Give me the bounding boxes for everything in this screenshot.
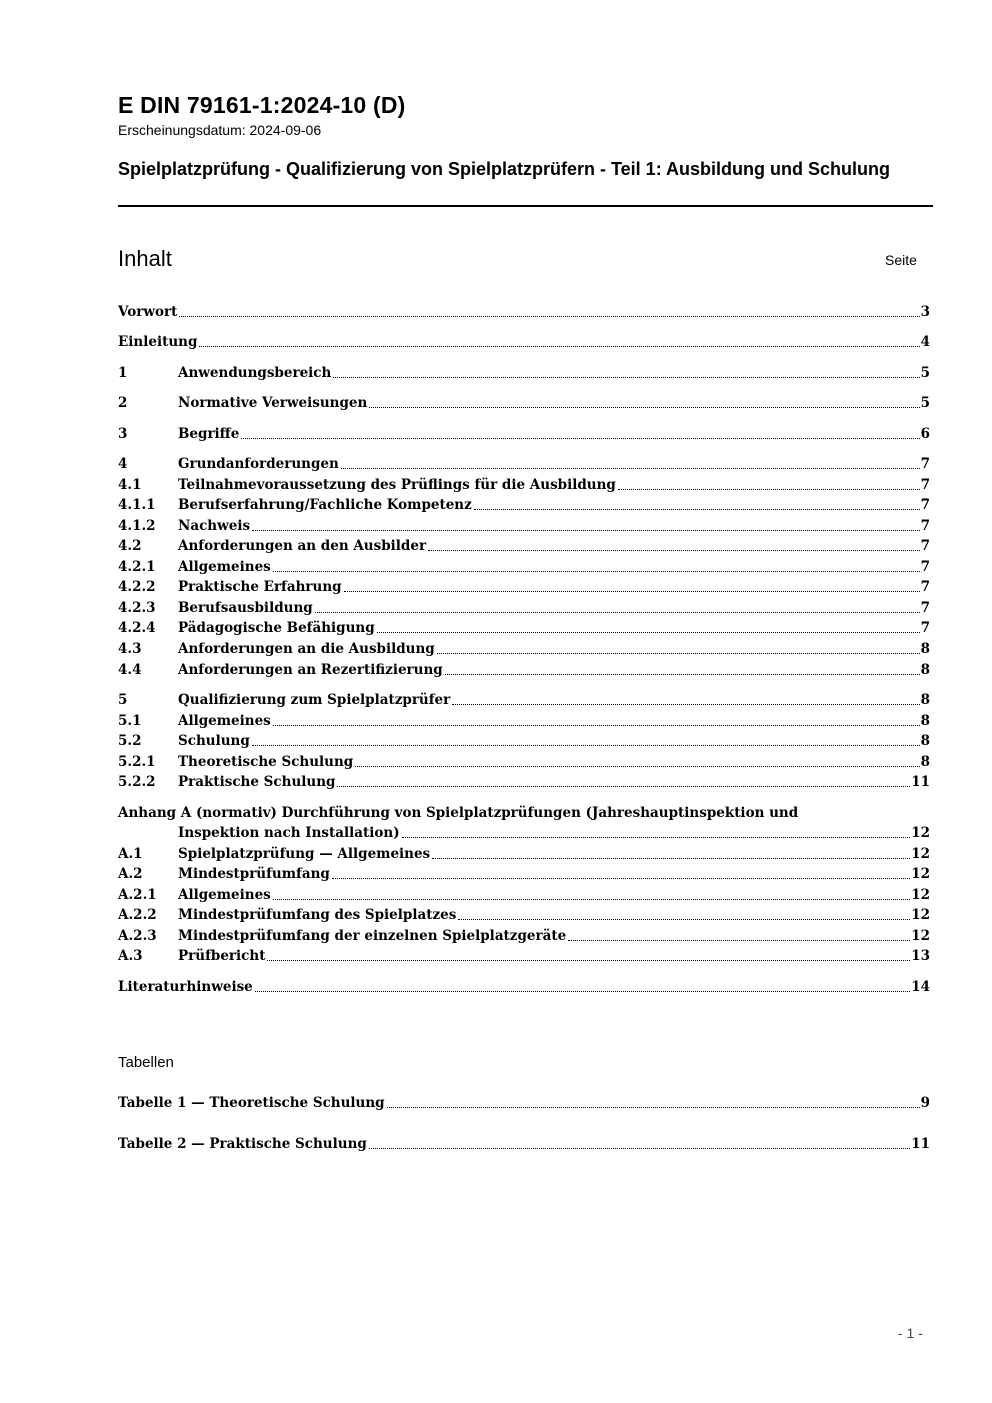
toc-leader	[369, 406, 919, 408]
toc-leader	[332, 877, 910, 879]
toc-entry-number: 3	[118, 426, 128, 442]
toc-entry-number: 1	[118, 365, 128, 381]
table-entry-label: Tabelle 1 — Theoretische Schulung	[118, 1095, 385, 1111]
toc-entry-page: 7	[920, 579, 930, 595]
toc-leader	[241, 437, 919, 439]
toc-leader	[267, 959, 910, 961]
toc-entry[interactable]	[118, 516, 930, 536]
toc-entry[interactable]	[118, 363, 930, 383]
toc-annex-line2-row	[118, 823, 930, 843]
toc-entry-number: A.2.2	[118, 907, 157, 923]
toc-entry-number: A.2.1	[118, 887, 157, 903]
toc-entry[interactable]	[118, 946, 930, 966]
toc-entry-page: 6	[920, 426, 930, 442]
toc-entry[interactable]	[118, 454, 930, 474]
toc-leader	[568, 939, 910, 941]
toc-entry-number: 4.2.2	[118, 579, 156, 595]
table-entry-page: 11	[911, 1136, 930, 1152]
document-id: E DIN 79161-1:2024-10 (D)	[118, 92, 406, 118]
toc-entry-page: 12	[911, 907, 930, 923]
toc-entry-page: 5	[920, 365, 930, 381]
toc-entry[interactable]	[118, 864, 930, 884]
toc-entry-label: Schulung	[178, 733, 250, 749]
toc-entry-page: 12	[911, 825, 930, 841]
toc-entry-page: 7	[920, 559, 930, 575]
toc-entry-label: Nachweis	[178, 518, 251, 534]
toc-leader	[445, 673, 920, 675]
toc-leader	[452, 703, 919, 705]
toc-entry-label: Pädagogische Befähigung	[178, 620, 375, 636]
toc-entry[interactable]	[118, 598, 930, 618]
toc-entry-page: 7	[920, 538, 930, 554]
toc-entry-page: 3	[920, 304, 930, 320]
toc-entry-page: 7	[920, 456, 930, 472]
toc-entry-number: A.2	[118, 866, 143, 882]
toc-entry-page: 5	[920, 395, 930, 411]
publication-date: Erscheinungsdatum: 2024-09-06	[118, 122, 322, 138]
toc-entry-page: 8	[920, 662, 930, 678]
toc-entry[interactable]	[118, 660, 930, 680]
toc-entry-label: Grundanforderungen	[178, 456, 339, 472]
toc-entry-page: 8	[920, 713, 930, 729]
toc-entry-page: 12	[911, 846, 930, 862]
toc-entry-label: Begriffe	[178, 426, 240, 442]
toc-entry-label: Qualifizierung zum Spielplatzprüfer	[178, 692, 451, 708]
toc-entry[interactable]	[118, 731, 930, 751]
toc-leader	[179, 315, 919, 317]
toc-entry-label: Prüfbericht	[178, 948, 266, 964]
toc-entry[interactable]	[118, 905, 930, 925]
toc-entry-page: 7	[920, 518, 930, 534]
toc-entry[interactable]	[118, 618, 930, 638]
toc-entry-page: 14	[911, 979, 930, 995]
toc-leader	[252, 744, 920, 746]
toc-annex-line2: Inspektion nach Installation)	[178, 825, 400, 841]
toc-entry[interactable]	[118, 577, 930, 597]
toc-leader	[315, 611, 920, 613]
toc-leader	[402, 836, 911, 838]
toc-entry[interactable]	[118, 536, 930, 556]
toc-entry[interactable]	[118, 332, 930, 352]
toc-entry-number: 5.2.2	[118, 774, 156, 790]
toc-entry[interactable]	[118, 475, 930, 495]
toc-entry[interactable]	[118, 393, 930, 413]
toc-leader	[369, 1147, 910, 1149]
toc-entry-page: 12	[911, 928, 930, 944]
table-list-entry[interactable]	[118, 1093, 930, 1113]
toc-entry-label: Anforderungen an den Ausbilder	[178, 538, 427, 554]
toc-entry-label: Theoretische Schulung	[178, 754, 354, 770]
toc-entry[interactable]	[118, 844, 930, 864]
toc-entry[interactable]	[118, 639, 930, 659]
toc-leader	[252, 529, 920, 531]
toc-heading: Inhalt	[118, 246, 172, 271]
toc-entry-label: Mindestprüfumfang des Spielplatzes	[178, 907, 457, 923]
toc-entry-number: 4	[118, 456, 128, 472]
toc-leader	[333, 376, 919, 378]
toc-entry-label: Vorwort	[118, 304, 178, 320]
toc-entry[interactable]	[118, 772, 930, 792]
toc-leader	[377, 631, 920, 633]
toc-entry[interactable]	[118, 302, 930, 322]
toc-entry-page: 13	[911, 948, 930, 964]
toc-entry-number: A.1	[118, 846, 143, 862]
toc-leader	[355, 765, 919, 767]
table-entry-label: Tabelle 2 — Praktische Schulung	[118, 1136, 367, 1152]
toc-entry-page: 4	[920, 334, 930, 350]
toc-entry-number: 4.3	[118, 641, 142, 657]
toc-entry[interactable]	[118, 711, 930, 731]
toc-entry-label: Mindestprüfumfang der einzelnen Spielplatzgeräte	[178, 928, 567, 944]
toc-entry-label: Praktische Schulung	[178, 774, 336, 790]
toc-entry-number: A.3	[118, 948, 143, 964]
toc-entry-number: 5	[118, 692, 128, 708]
toc-leader	[199, 345, 919, 347]
toc-page-column-label: Seite	[885, 252, 917, 268]
toc-leader	[387, 1106, 920, 1108]
toc-entry-label: Allgemeines	[178, 887, 271, 903]
toc-entry-number: 4.2	[118, 538, 142, 554]
toc-leader	[432, 857, 910, 859]
page-number: - 1 -	[898, 1325, 923, 1341]
toc-entry-label: Berufsausbildung	[178, 600, 313, 616]
toc-entry-label: Spielplatzprüfung — Allgemeines	[178, 846, 431, 862]
toc-leader	[341, 467, 920, 469]
toc-entry-page: 7	[920, 497, 930, 513]
toc-entry[interactable]	[118, 885, 930, 905]
toc-entry-page: 12	[911, 866, 930, 882]
toc-entry[interactable]	[118, 557, 930, 577]
toc-entry-label: Einleitung	[118, 334, 198, 350]
toc-entry-page: 11	[911, 774, 930, 790]
table-entry-page: 9	[920, 1095, 930, 1111]
toc-leader	[428, 549, 920, 551]
toc-entry-label: Berufserfahrung/Fachliche Kompetenz	[178, 497, 472, 513]
toc-entry-label: Anforderungen an Rezertifizierung	[178, 662, 443, 678]
toc-entry-label: Teilnahmevoraussetzung des Prüflings für die Ausbildung	[178, 477, 616, 493]
toc-entry-label: Allgemeines	[178, 559, 271, 575]
table-list-entry[interactable]	[118, 1134, 930, 1154]
toc-entry-label: Allgemeines	[178, 713, 271, 729]
toc-leader	[344, 590, 920, 592]
toc-leader	[437, 652, 920, 654]
toc-entry[interactable]	[118, 752, 930, 772]
toc-entry-page: 12	[911, 887, 930, 903]
toc-entry-page: 8	[920, 641, 930, 657]
toc-leader	[618, 488, 920, 490]
toc-entry-number: 4.2.1	[118, 559, 156, 575]
toc-entry-number: 5.2	[118, 733, 142, 749]
toc-entry-number: 4.1.2	[118, 518, 156, 534]
toc-entry-page: 7	[920, 600, 930, 616]
toc-entry-page: 8	[920, 733, 930, 749]
toc-entry-number: A.2.3	[118, 928, 157, 944]
title-rule	[118, 205, 933, 207]
toc-entry-number: 4.2.4	[118, 620, 156, 636]
toc-leader	[474, 508, 920, 510]
toc-annex-entry[interactable]	[118, 803, 930, 843]
toc-entry-label: Literaturhinweise	[118, 979, 253, 995]
toc-leader	[273, 898, 910, 900]
toc-leader	[273, 724, 920, 726]
toc-entry-label: Anwendungsbereich	[178, 365, 332, 381]
toc-entry[interactable]	[118, 690, 930, 710]
toc-entry-number: 5.2.1	[118, 754, 156, 770]
toc-entry-label: Mindestprüfumfang	[178, 866, 330, 882]
toc-entry-page: 7	[920, 477, 930, 493]
toc-entry-label: Praktische Erfahrung	[178, 579, 342, 595]
toc-leader	[255, 990, 910, 992]
document-title: Spielplatzprüfung - Qualifizierung von Spielplatzprüfern - Teil 1: Ausbildung und Schulung	[118, 159, 890, 179]
toc-entry[interactable]	[118, 495, 930, 515]
toc-entry-number: 4.4	[118, 662, 142, 678]
toc-leader	[337, 785, 910, 787]
toc-entry-label: Anforderungen an die Ausbildung	[178, 641, 435, 657]
tables-heading: Tabellen	[118, 1054, 174, 1071]
toc-entry-number: 4.1.1	[118, 497, 156, 513]
toc-entry-label: Normative Verweisungen	[178, 395, 368, 411]
toc-entry-page: 8	[920, 754, 930, 770]
toc-entry-page: 7	[920, 620, 930, 636]
toc-annex-line1: Anhang A (normativ) Durchführung von Spielplatzprüfungen (Jahreshauptinspektion und	[118, 805, 799, 821]
toc-entry-number: 4.2.3	[118, 600, 156, 616]
toc-entry-number: 4.1	[118, 477, 142, 493]
toc-leader	[458, 918, 910, 920]
toc-entry[interactable]	[118, 926, 930, 946]
toc-leader	[273, 570, 920, 572]
toc-entry-number: 5.1	[118, 713, 142, 729]
toc-entry-page: 8	[920, 692, 930, 708]
toc-entry-number: 2	[118, 395, 128, 411]
toc-entry-bibliography[interactable]	[118, 977, 930, 997]
toc-entry[interactable]	[118, 424, 930, 444]
